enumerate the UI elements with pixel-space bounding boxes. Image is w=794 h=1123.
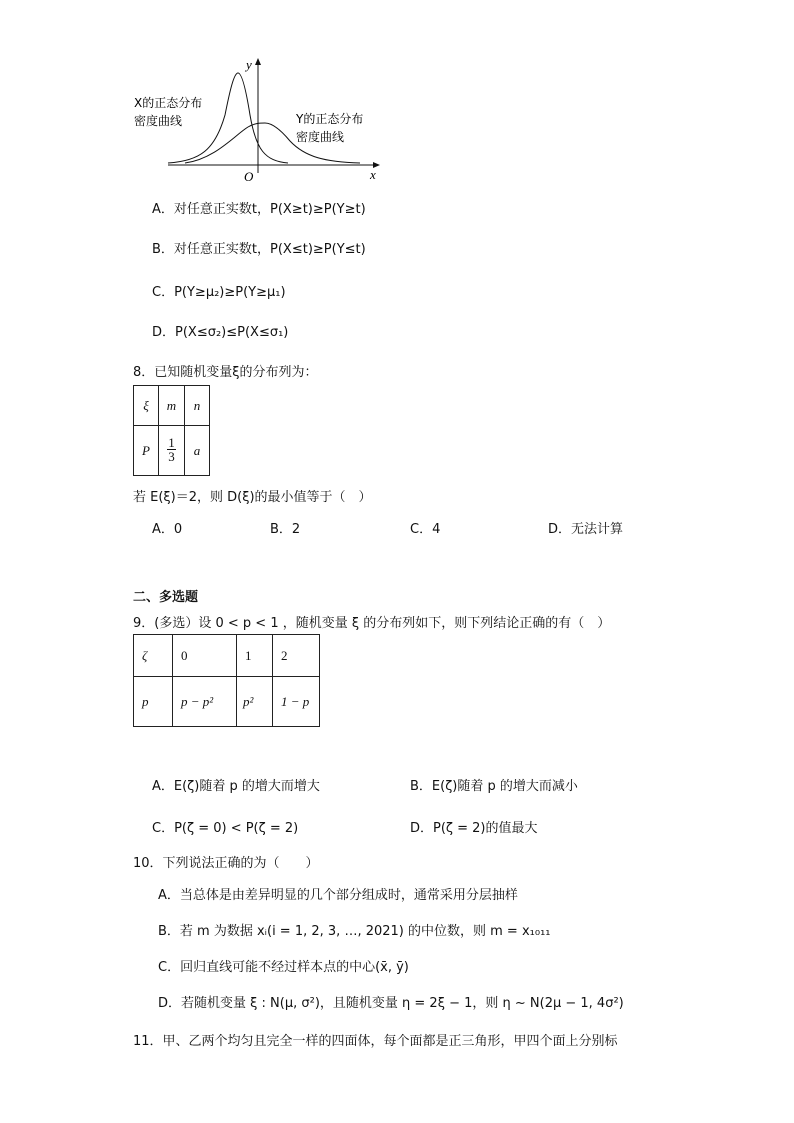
q8-cell-fraction	[159, 426, 185, 476]
q9-option-b: B．E(ζ)随着 p 的增大而减小	[410, 779, 578, 794]
q9-cell-p: p	[134, 677, 173, 727]
q8-condition: 若 E(ξ)＝2，则 D(ξ)的最小值等于（ ）	[133, 490, 372, 505]
y-curve-label-line2: 密度曲线	[296, 130, 345, 144]
q11-stem: 11．甲、乙两个均匀且完全一样的四面体，每个面都是正三角形，甲四个面上分别标	[133, 1034, 618, 1049]
q9-option-c: C．P(ζ = 0) < P(ζ = 2)	[152, 821, 299, 836]
normal-density-figure	[130, 55, 390, 185]
q10-stem: 10．下列说法正确的为（ ）	[133, 856, 319, 871]
q9-cell-zeta: ζ	[134, 635, 173, 677]
q7-option-d: D．P(X≤σ₂)≤P(X≤σ₁)	[152, 325, 289, 340]
section-heading: 二、多选题	[133, 590, 199, 605]
q8-cell-xi: ξ	[134, 386, 159, 426]
q8-cell-n: n	[185, 386, 210, 426]
q8-distribution-table	[133, 385, 210, 476]
q8-cell-m: m	[159, 386, 185, 426]
y-axis-arrow	[255, 58, 261, 65]
x-axis-label: x	[370, 167, 376, 182]
q9-cell-0: 0	[173, 635, 237, 677]
q9-cell-1-minus-p: 1 − p	[273, 677, 320, 727]
q9-cell-1: 1	[237, 635, 273, 677]
q8-option-d: D．无法计算	[548, 522, 624, 537]
q9-option-d: D．P(ζ = 2)的值最大	[410, 821, 538, 836]
q10-option-c: C．回归直线可能不经过样本点的中心(x̄, ȳ)	[158, 960, 409, 975]
q7-option-a: A．对任意正实数t，P(X≥t)≥P(Y≥t)	[152, 202, 366, 217]
x-curve-label-line2: 密度曲线	[134, 114, 183, 128]
q7-option-c: C．P(Y≥μ₂)≥P(Y≥μ₁)	[152, 285, 286, 300]
q8-stem: 8．已知随机变量ξ的分布列为：	[133, 365, 318, 380]
q9-option-a: A．E(ζ)随着 p 的增大而增大	[152, 779, 320, 794]
q8-frac-den: 3	[168, 449, 175, 464]
q8-option-c: C．4	[410, 522, 441, 537]
q8-cell-a: a	[185, 426, 210, 476]
q10-option-a: A．当总体是由差异明显的几个部分组成时，通常采用分层抽样	[158, 888, 518, 903]
q9-cell-p-minus-p2: p − p²	[173, 677, 237, 727]
x-density-curve	[168, 73, 288, 163]
q9-distribution-table	[133, 634, 320, 727]
y-axis-label: y	[246, 57, 252, 72]
q9-stem: 9．(多选）设 0 < p < 1 ，随机变量 ξ 的分布列如下，则下列结论正确的有（ ）	[133, 616, 611, 631]
q10-option-b: B．若 m 为数据 xᵢ(i = 1, 2, 3, …, 2021) 的中位数，则 m = x₁₀₁₁	[158, 924, 551, 939]
q7-option-b: B．对任意正实数t，P(X≤t)≥P(Y≤t)	[152, 242, 366, 257]
q8-frac-num: 1	[168, 435, 175, 450]
y-curve-label-line1: Y的正态分布	[296, 112, 364, 126]
q8-option-b: B．2	[270, 522, 301, 537]
origin-label: O	[244, 169, 254, 184]
q10-option-d: D．若随机变量 ξ : N(μ, σ²)，且随机变量 η = 2ξ − 1，则 η ~ N(2μ − 1, 4σ²)	[158, 996, 624, 1011]
x-curve-label-line1: X的正态分布	[134, 96, 203, 110]
q8-cell-p: P	[134, 426, 159, 476]
q9-cell-p2: p²	[237, 677, 273, 727]
q8-option-a: A．0	[152, 522, 183, 537]
q9-cell-2: 2	[273, 635, 320, 677]
